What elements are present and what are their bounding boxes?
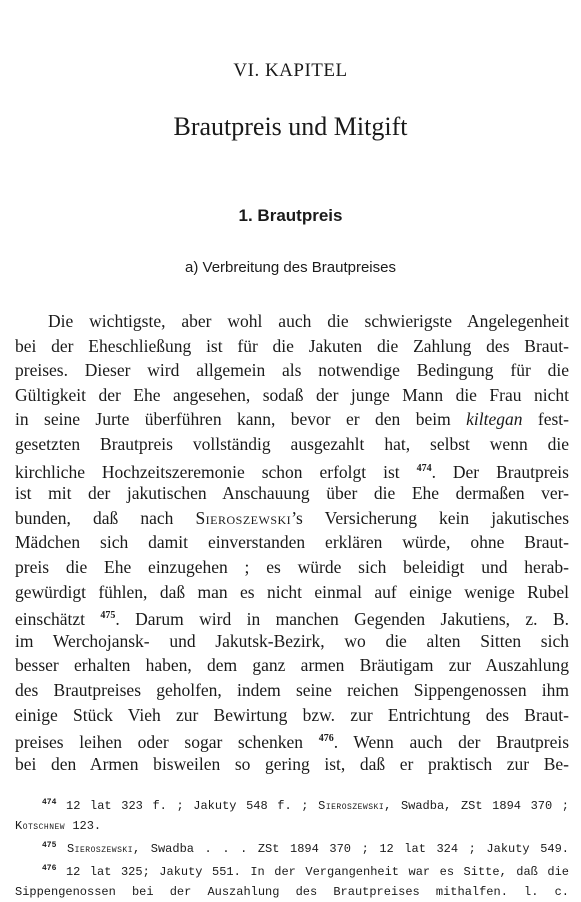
text-line: einige Stück Vieh zur Bewirtung bzw. zur Entrichtung des Braut- <box>15 704 569 725</box>
footnote-text: 12 lat 325; Jakuty 551. In der Vergangenheit war es Sitte, daß die <box>65 865 570 879</box>
footnote-ref: 476 <box>318 733 334 745</box>
author-name: Sieroszewski <box>195 507 292 528</box>
text-line <box>15 407 569 432</box>
footnote-text: , Swadba . . . ZSt 1894 370 ; 12 lat 324 ; Jakuty 549. <box>133 842 569 856</box>
text-span: . Der Brautpreis <box>431 461 569 482</box>
footnote-474-cont <box>15 816 569 836</box>
text-span: in seine Jurte überführen kann, bevor er den beim <box>15 409 451 430</box>
text-line: preis die Ehe einzugehen ; es würde sich beleidigt und herab- <box>15 556 569 577</box>
italic-term: kiltegan <box>466 409 523 430</box>
text-line <box>15 604 569 629</box>
footnote-number: 476 <box>42 864 57 873</box>
footnote-number: 474 <box>42 798 57 807</box>
text-line: Mädchen sich damit einverstanden erklären würde, ohne Braut- <box>15 532 569 553</box>
footnote-476-cont: Sippengenossen bei der Auszahlung des Brautpreises mithalfen. l. c. <box>15 885 569 899</box>
footnote-475 <box>15 836 569 859</box>
text-span: fest- <box>537 409 569 430</box>
footnote-text: 12 lat 323 f. ; Jakuty 548 f. ; <box>66 799 309 813</box>
text-span: einschätzt <box>15 609 85 630</box>
text-span: kirchliche Hochzeitszeremonie schon erfolgt ist <box>15 461 400 482</box>
text-span: . Darum wird in manchen Gegenden Jakutiens, z. B. <box>115 609 569 630</box>
text-line: des Brautpreises geholfen, indem seine reichen Sippengenossen ihm <box>15 679 569 700</box>
text-line <box>15 727 569 752</box>
chapter-number: VI. KAPITEL <box>233 60 348 81</box>
text-line: gesetzten Brautpreis vollständig ausgezahlt hat, selbst wenn die <box>15 433 569 454</box>
text-line: Die wichtigste, aber wohl auch die schwierigste Angelegenheit <box>48 311 569 331</box>
text-line: im Werchojansk- und Jakutsk-Bezirk, wo die alten Sitten sich <box>15 630 569 651</box>
author-name: Sieroszewski <box>66 842 133 856</box>
subsection-heading: a) Verbreitung des Brautpreises <box>185 259 396 276</box>
text-line: bei der Eheschließung ist für die Jakuten die Zahlung des Braut- <box>15 335 569 356</box>
text-line: gewürdigt fühlen, daß man es nicht einmal auf einige wenige Rubel <box>15 581 569 602</box>
text-span: preises leihen oder sogar schenken <box>15 732 304 753</box>
footnote-474 <box>15 793 569 816</box>
footnote-text: , Swadba, ZSt 1894 370 ; <box>384 799 569 813</box>
text-line <box>15 457 569 482</box>
body-paragraph <box>15 309 569 776</box>
text-line: Gültigkeit der Ehe angesehen, sodaß der junge Mann die Frau nicht <box>15 384 569 405</box>
footnote-ref: 475 <box>100 610 116 622</box>
text-line: preises. Dieser wird allgemein als notwendige Bedingung für die <box>15 360 569 381</box>
author-name: Kotschnew <box>15 819 66 833</box>
chapter-title: Brautpreis und Mitgift <box>173 112 408 141</box>
author-name: Sieroszewski <box>318 799 385 813</box>
text-line: bei den Armen bisweilen so gering ist, daß er praktisch zur Be- <box>15 753 569 774</box>
text-line: besser erhalten haben, dem ganz armen Bräutigam zur Auszahlung <box>15 655 569 676</box>
text-span: bunden, daß nach <box>15 507 174 528</box>
footnote-number: 475 <box>42 841 57 850</box>
text-span: ’s Versicherung kein jakutisches <box>291 507 570 528</box>
footnote-text: 123. <box>72 819 102 833</box>
text-line <box>15 506 569 531</box>
section-heading: 1. Brautpreis <box>238 206 343 225</box>
footnote-ref: 474 <box>416 462 432 474</box>
text-span: . Wenn auch der Brautpreis <box>333 732 570 753</box>
footnote-476 <box>15 859 569 882</box>
footnotes <box>15 793 569 902</box>
text-line: ist mit der jakutischen Anschauung über die Ehe dermaßen ver- <box>15 483 569 504</box>
